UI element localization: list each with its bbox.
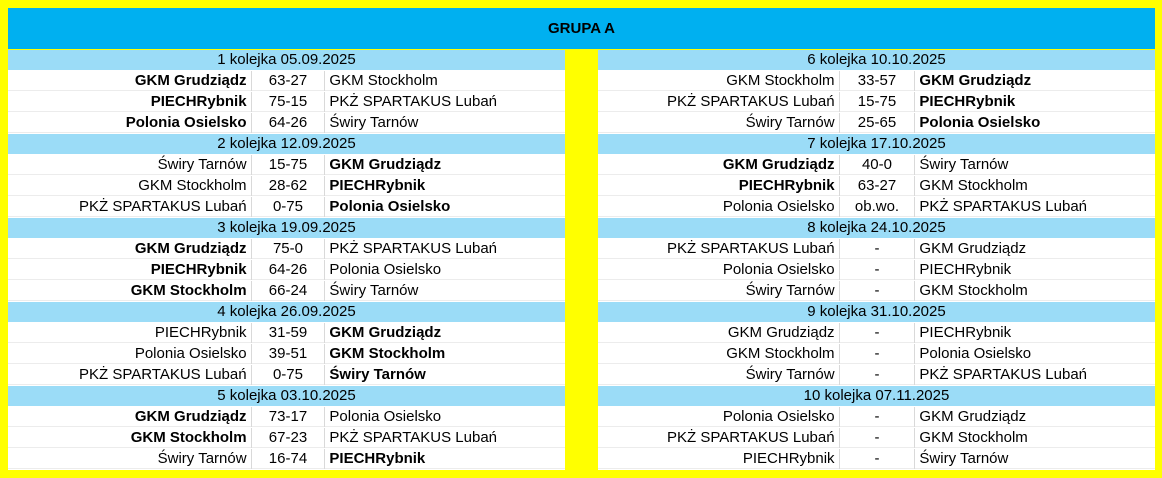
- home-team: GKM Grudziądz: [8, 239, 252, 259]
- match-score: -: [840, 428, 916, 448]
- match-score: 75-15: [252, 92, 326, 112]
- match-row: [598, 344, 1155, 364]
- match-row: [8, 176, 565, 196]
- home-team: Świry Tarnów: [598, 113, 840, 133]
- match-row: [598, 323, 1155, 343]
- away-team: GKM Grudziądz: [329, 156, 442, 173]
- away-team: GKM Stockholm: [329, 345, 446, 362]
- match-row: [598, 449, 1155, 469]
- match-score: 15-75: [252, 155, 326, 175]
- match-row: [8, 449, 565, 469]
- home-team: GKM Stockholm: [598, 71, 840, 91]
- away-team: GKM Stockholm: [919, 429, 1028, 446]
- away-team: Polonia Osielsko: [329, 198, 451, 215]
- round-header: 9 kolejka 31.10.2025: [598, 302, 1155, 322]
- home-team: GKM Grudziądz: [8, 71, 252, 91]
- home-team: GKM Stockholm: [8, 428, 252, 448]
- match-row: [8, 92, 565, 112]
- away-team: Polonia Osielsko: [919, 345, 1032, 362]
- away-team: PIECHRybnik: [919, 93, 1016, 110]
- match-row: [598, 407, 1155, 427]
- home-team: Polonia Osielsko: [598, 197, 840, 217]
- round-header: 6 kolejka 10.10.2025: [598, 50, 1155, 70]
- rounds-column-right: [598, 50, 1155, 470]
- round-header: 7 kolejka 17.10.2025: [598, 134, 1155, 154]
- home-team: PIECHRybnik: [598, 176, 840, 196]
- match-score: 67-23: [252, 428, 326, 448]
- home-team: Polonia Osielsko: [598, 260, 840, 280]
- match-score: 16-74: [252, 449, 326, 469]
- match-score: 64-26: [252, 260, 326, 280]
- round-header: 10 kolejka 07.11.2025: [598, 386, 1155, 406]
- round-header: 5 kolejka 03.10.2025: [8, 386, 565, 406]
- match-score: -: [840, 239, 916, 259]
- match-score: 0-75: [252, 197, 326, 217]
- match-row: [8, 428, 565, 448]
- match-score: 64-26: [252, 113, 326, 133]
- match-row: [598, 281, 1155, 301]
- home-team: Polonia Osielsko: [8, 113, 252, 133]
- match-row: [598, 176, 1155, 196]
- match-row: [8, 344, 565, 364]
- away-team: Świry Tarnów: [919, 156, 1009, 173]
- match-row: [598, 71, 1155, 91]
- away-team: PIECHRybnik: [329, 450, 426, 467]
- match-score: 31-59: [252, 323, 326, 343]
- match-row: [598, 428, 1155, 448]
- match-score: 75-0: [252, 239, 326, 259]
- away-team: PKŻ SPARTAKUS Lubań: [329, 429, 497, 446]
- home-team: PIECHRybnik: [8, 260, 252, 280]
- home-team: Świry Tarnów: [598, 281, 840, 301]
- match-score: 25-65: [840, 113, 916, 133]
- match-row: [598, 260, 1155, 280]
- away-team: PKŻ SPARTAKUS Lubań: [919, 366, 1087, 383]
- away-team: PIECHRybnik: [329, 177, 426, 194]
- match-score: -: [840, 365, 916, 385]
- away-team: PKŻ SPARTAKUS Lubań: [329, 240, 497, 257]
- home-team: PKŻ SPARTAKUS Lubań: [8, 197, 252, 217]
- match-row: [8, 281, 565, 301]
- match-row: [8, 197, 565, 217]
- match-row: [8, 260, 565, 280]
- home-team: GKM Stockholm: [598, 344, 840, 364]
- match-score: 28-62: [252, 176, 326, 196]
- away-team: GKM Stockholm: [919, 177, 1028, 194]
- match-row: [8, 365, 565, 385]
- home-team: PKŻ SPARTAKUS Lubań: [598, 239, 840, 259]
- match-row: [598, 92, 1155, 112]
- match-row: [8, 239, 565, 259]
- home-team: PKŻ SPARTAKUS Lubań: [8, 365, 252, 385]
- match-score: ob.wo.: [840, 197, 916, 217]
- match-score: 63-27: [840, 176, 916, 196]
- home-team: PIECHRybnik: [598, 449, 840, 469]
- rounds-column-left: [8, 50, 565, 470]
- away-team: GKM Stockholm: [919, 282, 1028, 299]
- match-score: -: [840, 260, 916, 280]
- match-score: 39-51: [252, 344, 326, 364]
- match-score: 40-0: [840, 155, 916, 175]
- away-team: Świry Tarnów: [919, 450, 1009, 467]
- away-team: GKM Grudziądz: [329, 324, 442, 341]
- away-team: Polonia Osielsko: [329, 261, 442, 278]
- away-team: PIECHRybnik: [919, 261, 1012, 278]
- home-team: PKŻ SPARTAKUS Lubań: [598, 428, 840, 448]
- away-team: Polonia Osielsko: [329, 408, 442, 425]
- match-score: -: [840, 344, 916, 364]
- away-team: GKM Grudziądz: [919, 240, 1027, 257]
- match-row: [598, 365, 1155, 385]
- home-team: GKM Grudziądz: [598, 155, 840, 175]
- match-score: 66-24: [252, 281, 326, 301]
- home-team: PIECHRybnik: [8, 323, 252, 343]
- match-score: -: [840, 449, 916, 469]
- match-score: 15-75: [840, 92, 916, 112]
- round-header: 8 kolejka 24.10.2025: [598, 218, 1155, 238]
- match-row: [8, 407, 565, 427]
- match-row: [8, 155, 565, 175]
- match-score: -: [840, 407, 916, 427]
- match-score: 73-17: [252, 407, 326, 427]
- away-team: GKM Grudziądz: [919, 72, 1032, 89]
- round-header: 4 kolejka 26.09.2025: [8, 302, 565, 322]
- match-score: -: [840, 323, 916, 343]
- match-score: 0-75: [252, 365, 326, 385]
- round-header: 2 kolejka 12.09.2025: [8, 134, 565, 154]
- round-header: 3 kolejka 19.09.2025: [8, 218, 565, 238]
- match-score: 33-57: [840, 71, 916, 91]
- away-team: Świry Tarnów: [329, 366, 426, 383]
- home-team: Świry Tarnów: [8, 449, 252, 469]
- match-row: [8, 71, 565, 91]
- match-row: [598, 155, 1155, 175]
- home-team: Świry Tarnów: [598, 365, 840, 385]
- match-score: 63-27: [252, 71, 326, 91]
- home-team: PIECHRybnik: [8, 92, 252, 112]
- group-title: GRUPA A: [8, 8, 1155, 49]
- match-score: -: [840, 281, 916, 301]
- home-team: GKM Stockholm: [8, 281, 252, 301]
- match-row: [598, 239, 1155, 259]
- home-team: GKM Grudziądz: [8, 407, 252, 427]
- away-team: Świry Tarnów: [329, 282, 419, 299]
- home-team: Świry Tarnów: [8, 155, 252, 175]
- home-team: GKM Stockholm: [8, 176, 252, 196]
- match-row: [598, 113, 1155, 133]
- away-team: PIECHRybnik: [919, 324, 1012, 341]
- round-header: 1 kolejka 05.09.2025: [8, 50, 565, 70]
- match-row: [598, 197, 1155, 217]
- away-team: PKŻ SPARTAKUS Lubań: [919, 198, 1087, 215]
- away-team: Polonia Osielsko: [919, 114, 1041, 131]
- match-row: [8, 323, 565, 343]
- away-team: GKM Grudziądz: [919, 408, 1027, 425]
- home-team: GKM Grudziądz: [598, 323, 840, 343]
- away-team: GKM Stockholm: [329, 72, 438, 89]
- home-team: Polonia Osielsko: [598, 407, 840, 427]
- home-team: Polonia Osielsko: [8, 344, 252, 364]
- away-team: Świry Tarnów: [329, 114, 419, 131]
- home-team: PKŻ SPARTAKUS Lubań: [598, 92, 840, 112]
- match-row: [8, 113, 565, 133]
- away-team: PKŻ SPARTAKUS Lubań: [329, 93, 497, 110]
